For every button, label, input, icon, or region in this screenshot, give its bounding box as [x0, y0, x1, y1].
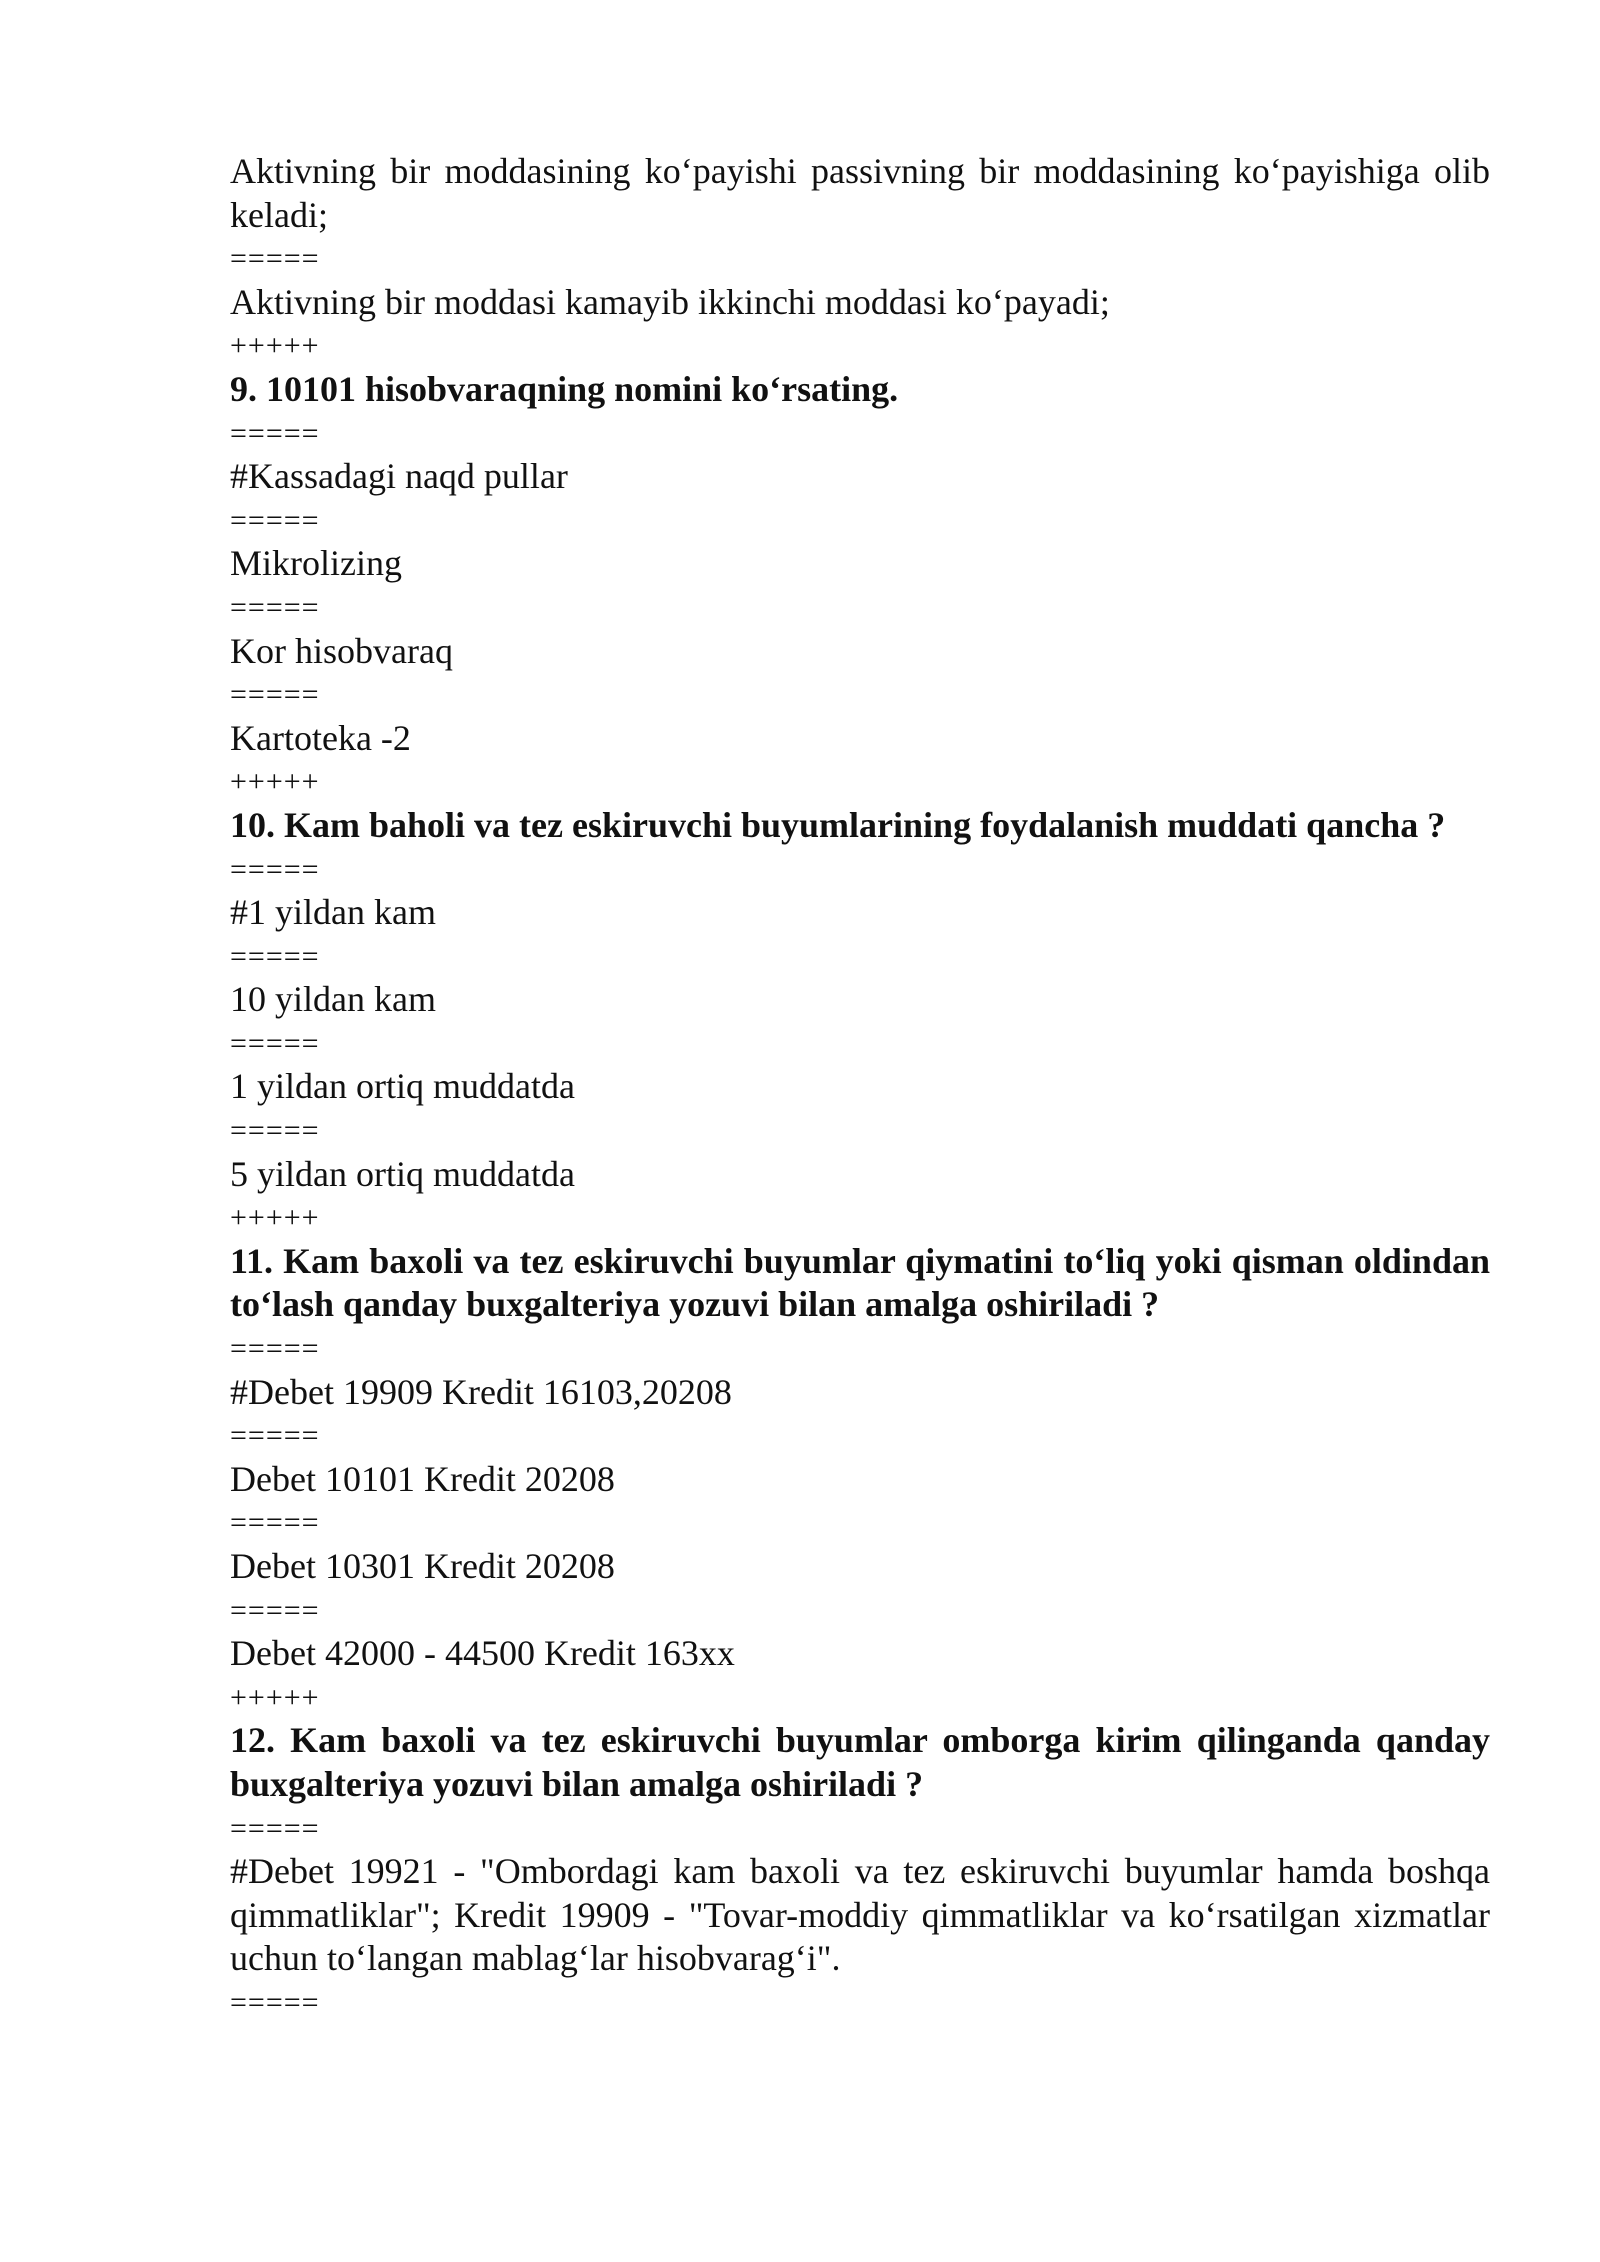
question-text: 10. Kam baholi va tez eskiruvchi buyumlarining foydalanish muddati qancha ?: [230, 804, 1446, 845]
option-separator: =====: [230, 242, 320, 276]
question-text: 11. Kam baxoli va tez eskiruvchi buyumlar qiymatini to‘liq yoki qisman oldindan to‘lash qanday buxgalteriya yozuvi bilan amalga oshiriladi ?: [230, 1240, 1490, 1325]
question-separator: +++++: [230, 765, 320, 799]
option-separator: =====: [230, 416, 320, 450]
option-separator: =====: [230, 1811, 320, 1845]
option-separator: =====: [230, 852, 320, 886]
question-separator: +++++: [230, 1201, 320, 1235]
option-separator: =====: [230, 1593, 320, 1627]
answer-option: #Kassadagi naqd pullar: [230, 456, 568, 497]
option-separator: =====: [230, 1332, 320, 1366]
answer-option: Debet 42000 - 44500 Kredit 163xx: [230, 1633, 735, 1674]
answer-option: 1 yildan ortiq muddatda: [230, 1066, 575, 1107]
option-separator: =====: [230, 503, 320, 537]
option-separator: =====: [230, 678, 320, 712]
option-separator: =====: [230, 1114, 320, 1148]
answer-option: #Debet 19921 - "Ombordagi kam baxoli va tez eskiruvchi buyumlar hamda boshqa qimmatliklar"; Kredit 19909 - "Tovar-moddiy qimmatliklar va ko‘rsatilgan xizmatlar uchun to‘langan mablag‘lar hisobvarag‘i".: [230, 1851, 1490, 1979]
answer-option: #Debet 19909 Kredit 16103,20208: [230, 1371, 732, 1412]
option-separator: =====: [230, 1985, 320, 2019]
answer-option: Mikrolizing: [230, 543, 402, 584]
answer-option: Aktivning bir moddasining ko‘payishi passivning bir moddasining ko‘payishiga olib keladi;: [230, 151, 1490, 235]
answer-option: #1 yildan kam: [230, 892, 436, 933]
option-separator: =====: [230, 1506, 320, 1540]
option-separator: =====: [230, 590, 320, 624]
question-separator: +++++: [230, 1680, 320, 1714]
answer-option: 5 yildan ortiq muddatda: [230, 1153, 575, 1194]
answer-option: 10 yildan kam: [230, 979, 436, 1020]
answer-option: Debet 10101 Kredit 20208: [230, 1458, 615, 1499]
question-text: 9. 10101 hisobvaraqning nomini ko‘rsating.: [230, 368, 899, 409]
answer-option: Debet 10301 Kredit 20208: [230, 1546, 615, 1586]
answer-option: Aktivning bir moddasi kamayib ikkinchi moddasi ko‘payadi;: [230, 281, 1110, 322]
document-page: [230, 150, 1490, 2025]
answer-option: Kartoteka -2: [230, 717, 411, 758]
option-separator: =====: [230, 939, 320, 973]
answer-option: Kor hisobvaraq: [230, 630, 453, 671]
question-separator: +++++: [230, 329, 320, 363]
option-separator: =====: [230, 1419, 320, 1453]
option-separator: =====: [230, 1026, 320, 1060]
question-text: 12. Kam baxoli va tez eskiruvchi buyumlar omborga kirim qilinganda qanday buxgalteriya yozuvi bilan amalga oshiriladi ?: [230, 1720, 1490, 1804]
